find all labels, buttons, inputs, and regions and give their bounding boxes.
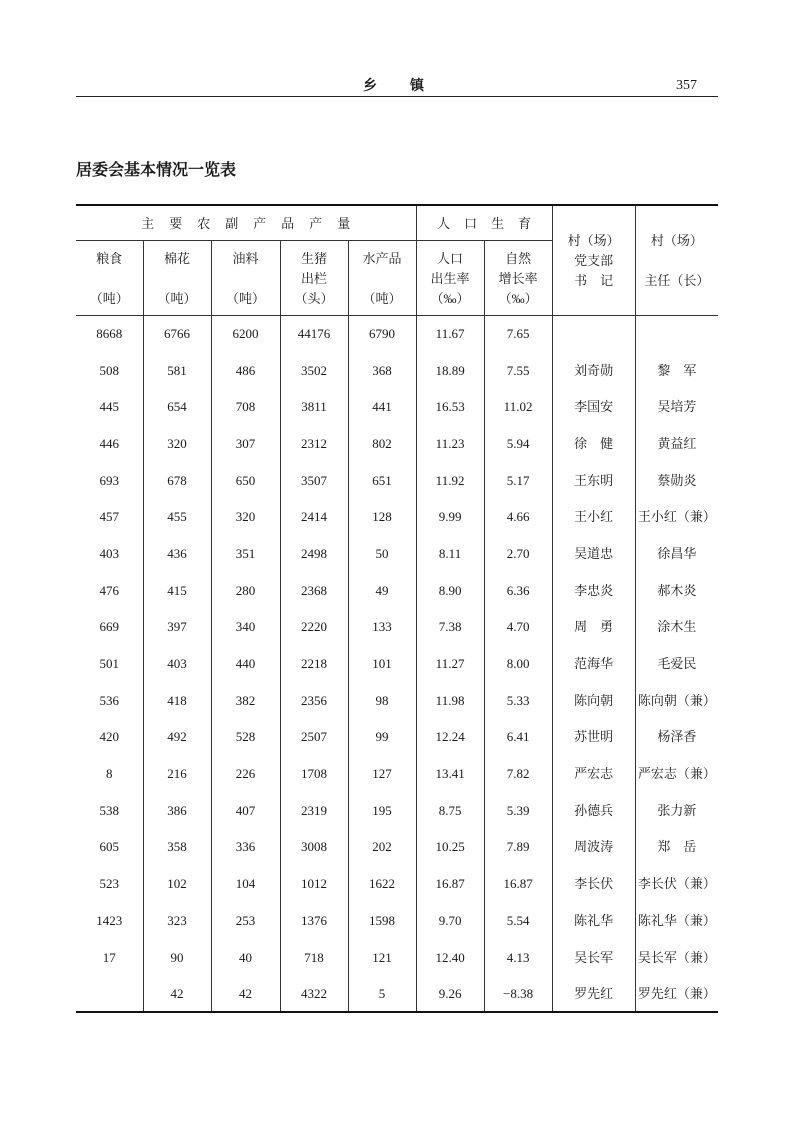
header-label: 人口 [437,250,464,266]
header-label: 粮食 [96,250,123,266]
cell-growth-rate: 11.02 [484,388,552,425]
cell-grain: 420 [99,729,119,745]
cell-hogs: 1376 [280,902,348,939]
cell-hogs: 2312 [280,425,348,462]
cell-party-secretary: 徐 健 [552,425,635,462]
cell-director: 涂木生 [635,609,718,646]
cell-oilseed: 336 [211,829,280,866]
cell-hogs: 3008 [280,829,348,866]
cell-aquatic: 368 [348,352,416,389]
cell-birth-rate: 11.27 [416,645,484,682]
table-row [76,902,718,939]
header-label: 油料 [232,250,259,266]
cell-birth-rate: 18.89 [416,352,484,389]
cell-grain: 476 [99,582,119,598]
cell-grain: 536 [99,692,119,708]
cell-grain: 17 [102,949,116,965]
cell-director: 李长伏（兼） [635,865,718,902]
cell-grain: 501 [99,656,119,672]
table-row [76,719,718,756]
cell-party-secretary: 刘奇勋 [552,352,635,389]
cell-oilseed: 253 [211,902,280,939]
cell-director [635,315,718,352]
cell-party-secretary: 孙德兵 [552,792,635,829]
cell-oilseed: 307 [211,425,280,462]
table-row [76,865,718,902]
cell-hogs: 2356 [280,682,348,719]
cell-party-secretary: 罗先红 [552,975,635,1012]
header-unit: （吨） [89,290,129,306]
cell-hogs: 1012 [280,865,348,902]
cell-hogs: 2319 [280,792,348,829]
cell-director: 徐昌华 [635,535,718,572]
cell-grain: 605 [99,839,119,855]
cell-aquatic: 128 [348,498,416,535]
cell-oilseed: 528 [211,719,280,756]
cell-birth-rate: 16.87 [416,865,484,902]
cell-cotton: 386 [143,792,211,829]
cell-cotton: 320 [143,425,211,462]
cell-cotton: 415 [143,572,211,609]
cell-grain: 538 [99,802,119,818]
cell-party-secretary: 严宏志 [552,755,635,792]
cell-director: 吴培芳 [635,388,718,425]
cell-hogs: 44176 [280,315,348,352]
cell-hogs: 4322 [280,975,348,1012]
cell-hogs: 2368 [280,572,348,609]
header-birth-rate [416,240,484,315]
cell-grain: 8 [106,766,113,782]
running-header [76,75,718,97]
cell-growth-rate: 8.00 [484,645,552,682]
cell-party-secretary: 陈礼华 [552,902,635,939]
cell-grain: 508 [99,362,119,378]
cell-director: 杨泽香 [635,719,718,756]
cell-growth-rate: 4.66 [484,498,552,535]
cell-director: 王小红（兼） [635,498,718,535]
header-unit: （‰） [498,290,538,306]
cell-aquatic: 5 [348,975,416,1012]
cell-aquatic: 441 [348,388,416,425]
group-header-population [416,205,552,240]
cell-aquatic: 121 [348,939,416,976]
table-row [76,462,718,499]
cell-director: 罗先红（兼） [635,975,718,1012]
cell-birth-rate: 11.23 [416,425,484,462]
header-unit: （‰） [430,290,470,306]
cell-cotton: 358 [143,829,211,866]
cell-aquatic: 98 [348,682,416,719]
cell-party-secretary: 王东明 [552,462,635,499]
header-label: 自然 [505,250,532,266]
cell-hogs: 718 [280,939,348,976]
cell-grain: 446 [99,435,119,451]
cell-oilseed: 486 [211,352,280,389]
cell-growth-rate: 5.54 [484,902,552,939]
cell-grain [76,975,143,1012]
group-header-row [76,205,718,240]
header-unit: （头） [294,290,334,306]
header-label: 出生率 [430,270,470,286]
cell-hogs: 3507 [280,462,348,499]
cell-cotton: 492 [143,719,211,756]
cell-birth-rate: 8.75 [416,792,484,829]
table-row [76,682,718,719]
header-line: 党支部 [574,253,614,268]
header-label: 出栏 [300,270,327,286]
group-header-population-label: 人口生育 [437,216,546,232]
cell-director: 张力新 [635,792,718,829]
cell-oilseed: 708 [211,388,280,425]
cell-growth-rate: 4.13 [484,939,552,976]
cell-cotton: 678 [143,462,211,499]
cell-aquatic: 802 [348,425,416,462]
section-title: 乡镇 [363,78,457,94]
cell-grain: 403 [99,545,119,561]
header-label: 生猪 [300,250,327,266]
cell-birth-rate: 10.25 [416,829,484,866]
cell-aquatic: 1622 [348,865,416,902]
header-label: 增长率 [498,270,538,286]
cell-birth-rate: 9.99 [416,498,484,535]
table-body [76,315,718,1012]
cell-birth-rate: 12.24 [416,719,484,756]
cell-growth-rate: 7.65 [484,315,552,352]
cell-grain: 523 [99,876,119,892]
header-party-secretary [552,205,635,315]
cell-party-secretary: 李国安 [552,388,635,425]
cell-aquatic: 50 [348,535,416,572]
neighborhood-committee-table [76,204,718,1013]
cell-growth-rate: 7.89 [484,829,552,866]
cell-director: 郝木炎 [635,572,718,609]
cell-oilseed: 407 [211,792,280,829]
cell-birth-rate: 9.26 [416,975,484,1012]
cell-cotton: 323 [143,902,211,939]
cell-birth-rate: 12.40 [416,939,484,976]
cell-growth-rate: 5.39 [484,792,552,829]
table-header [76,205,718,315]
table-row [76,755,718,792]
cell-oilseed: 351 [211,535,280,572]
cell-oilseed: 320 [211,498,280,535]
cell-oilseed: 440 [211,645,280,682]
cell-aquatic: 195 [348,792,416,829]
header-director [635,205,718,315]
table-row [76,792,718,829]
cell-birth-rate: 11.92 [416,462,484,499]
cell-birth-rate: 13.41 [416,755,484,792]
cell-party-secretary: 吴道忠 [552,535,635,572]
header-line: 主任（长） [644,273,710,288]
table-row [76,352,718,389]
header-aquatic [348,240,416,315]
header-unit: （吨） [225,290,265,306]
cell-aquatic: 651 [348,462,416,499]
cell-growth-rate: 16.87 [484,865,552,902]
header-growth-rate [484,240,552,315]
cell-cotton: 90 [143,939,211,976]
cell-cotton: 403 [143,645,211,682]
cell-birth-rate: 16.53 [416,388,484,425]
cell-grain: 457 [99,509,119,525]
table-row [76,315,718,352]
cell-cotton: 42 [143,975,211,1012]
cell-party-secretary: 李忠炎 [552,572,635,609]
cell-birth-rate: 9.70 [416,902,484,939]
cell-director: 蔡勋炎 [635,462,718,499]
cell-birth-rate: 7.38 [416,609,484,646]
cell-party-secretary: 王小红 [552,498,635,535]
cell-director: 黎 军 [635,352,718,389]
header-line: 书 记 [574,273,614,288]
cell-oilseed: 650 [211,462,280,499]
table-row [76,829,718,866]
cell-cotton: 397 [143,609,211,646]
table-row [76,609,718,646]
header-cotton [143,240,211,315]
table-title: 居委会基本情况一览表 [76,160,237,179]
table-row [76,425,718,462]
cell-director: 陈向朝（兼） [635,682,718,719]
cell-cotton: 436 [143,535,211,572]
table-row [76,975,718,1012]
cell-cotton: 418 [143,682,211,719]
cell-aquatic: 99 [348,719,416,756]
cell-growth-rate: 2.70 [484,535,552,572]
cell-birth-rate: 11.98 [416,682,484,719]
cell-aquatic: 202 [348,829,416,866]
header-unit: （吨） [362,290,402,306]
cell-oilseed: 6200 [211,315,280,352]
cell-director: 严宏志（兼） [635,755,718,792]
table-row [76,388,718,425]
header-line: 村（场） [567,233,620,248]
cell-growth-rate: 5.33 [484,682,552,719]
cell-cotton: 654 [143,388,211,425]
page-number: 357 [676,78,697,93]
cell-oilseed: 40 [211,939,280,976]
table-row [76,498,718,535]
header-hogs [280,240,348,315]
cell-grain: 693 [99,472,119,488]
cell-growth-rate: 5.17 [484,462,552,499]
cell-hogs: 2498 [280,535,348,572]
cell-aquatic: 6790 [348,315,416,352]
cell-hogs: 2414 [280,498,348,535]
cell-oilseed: 42 [211,975,280,1012]
group-header-agri-output [76,205,416,240]
cell-growth-rate: 7.55 [484,352,552,389]
cell-aquatic: 127 [348,755,416,792]
cell-hogs: 2220 [280,609,348,646]
cell-aquatic: 1598 [348,902,416,939]
header-label: 棉花 [163,250,190,266]
cell-party-secretary: 周波涛 [552,829,635,866]
cell-growth-rate: −8.38 [484,975,552,1012]
cell-grain: 669 [99,619,119,635]
cell-party-secretary [552,315,635,352]
cell-grain: 1423 [96,912,123,928]
cell-cotton: 216 [143,755,211,792]
cell-birth-rate: 11.67 [416,315,484,352]
header-line: 村（场） [650,233,703,248]
table-row [76,535,718,572]
cell-cotton: 455 [143,498,211,535]
cell-hogs: 2218 [280,645,348,682]
header-oilseed [211,240,280,315]
cell-growth-rate: 7.82 [484,755,552,792]
cell-party-secretary: 苏世明 [552,719,635,756]
cell-grain: 445 [99,399,119,415]
cell-aquatic: 101 [348,645,416,682]
header-unit: （吨） [157,290,197,306]
cell-growth-rate: 6.36 [484,572,552,609]
cell-cotton: 6766 [143,315,211,352]
cell-growth-rate: 6.41 [484,719,552,756]
cell-aquatic: 133 [348,609,416,646]
cell-growth-rate: 5.94 [484,425,552,462]
table-row [76,939,718,976]
cell-hogs: 2507 [280,719,348,756]
header-grain [76,240,143,315]
cell-director: 黄益红 [635,425,718,462]
cell-director: 吴长军（兼） [635,939,718,976]
cell-birth-rate: 8.11 [416,535,484,572]
cell-hogs: 3811 [280,388,348,425]
cell-birth-rate: 8.90 [416,572,484,609]
cell-oilseed: 104 [211,865,280,902]
cell-oilseed: 226 [211,755,280,792]
cell-oilseed: 280 [211,572,280,609]
cell-hogs: 3502 [280,352,348,389]
cell-party-secretary: 陈向朝 [552,682,635,719]
cell-party-secretary: 吴长军 [552,939,635,976]
cell-hogs: 1708 [280,755,348,792]
cell-director: 陈礼华（兼） [635,902,718,939]
cell-director: 毛爱民 [635,645,718,682]
cell-aquatic: 49 [348,572,416,609]
cell-grain: 8668 [96,326,123,342]
header-label: 水产品 [362,250,402,266]
group-header-agri-output-label: 主要农副产品产量 [141,216,366,232]
cell-party-secretary: 范海华 [552,645,635,682]
cell-cotton: 581 [143,352,211,389]
cell-growth-rate: 4.70 [484,609,552,646]
cell-cotton: 102 [143,865,211,902]
cell-oilseed: 340 [211,609,280,646]
cell-party-secretary: 周 勇 [552,609,635,646]
cell-oilseed: 382 [211,682,280,719]
table-row [76,572,718,609]
cell-director: 郑 岳 [635,829,718,866]
table-row [76,645,718,682]
cell-party-secretary: 李长伏 [552,865,635,902]
